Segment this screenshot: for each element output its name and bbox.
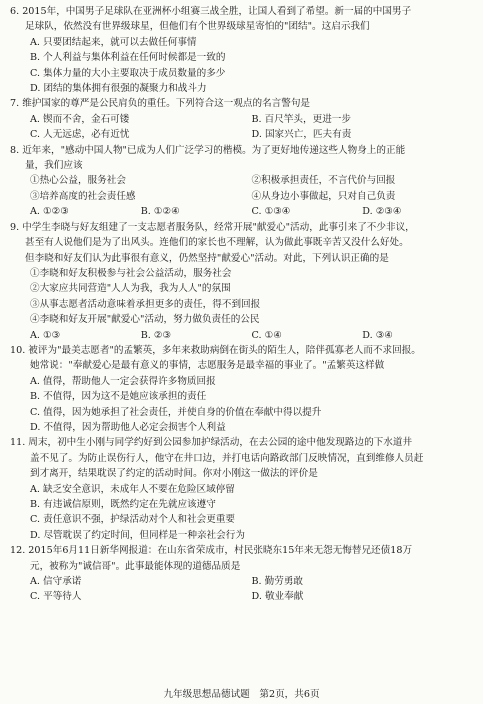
stem-line: 量，我们应该 (25, 160, 83, 172)
option-b: B. 百尺竿头，更进一步 (251, 113, 351, 125)
question-stem (10, 543, 473, 574)
statement-2: ②大家应共同营造"人人为我，我为人人"的氛围 (30, 283, 231, 295)
option-c: C. 值得，因为她承担了社会责任，并使自身的价值在奉献中得以提升 (30, 406, 322, 418)
question-9 (10, 220, 473, 343)
option-b: B. 不值得，因为这不是她应该承担的责任 (30, 391, 207, 403)
question-stem (10, 220, 473, 266)
stem-line: 12. 2015年6月11日新华网报道：在山东省荣成市，村民张晓东15年来无怨无悔替兄还债18万 (10, 545, 413, 557)
option-d: D. 敬业奉献 (251, 591, 304, 603)
option-a: A. 锲而不舍，金石可镂 (30, 113, 130, 125)
stem-line: 盖不见了。为防止误伤行人，他守在井口边，并打电话向路政部门反映情况，直到维修人员赶 (30, 452, 424, 464)
stem-line: 但李晓和好友们认为此事很有意义，仍然坚持"献爱心"活动。对此，下列认识正确的是 (25, 252, 389, 264)
question-11 (10, 435, 473, 543)
question-stem: 7. 维护国家的尊严是公民肩负的重任。下列符合这一观点的名言警句是 (10, 98, 311, 110)
question-10 (10, 343, 473, 435)
stem-line: 11. 周末，初中生小刚与同学约好到公园参加护绿活动，在去公园的途中他发现路边的下水道井 (10, 437, 413, 449)
option-b: B. ①②④ (140, 206, 180, 218)
option-a: A. 缺乏安全意识，未成年人不要在危险区域停留 (30, 483, 235, 495)
question-8 (10, 143, 473, 220)
option-c: C. ①③④ (251, 206, 291, 218)
option-a: A. ①②③ (30, 206, 69, 218)
option-d: D. 团结的集体拥有很强的凝聚力和战斗力 (30, 83, 207, 95)
options-grid (10, 112, 473, 143)
option-c: C. 人无远虑，必有近忧 (30, 129, 130, 141)
stem-line: 她常说："奉献爱心是最有意义的事情，志愿服务是最幸福的事业了。"孟繁英这样做 (30, 360, 385, 372)
option-b: B. 有违诚信原则，既然约定在先就应该遵守 (30, 499, 216, 510)
stem-line: 9. 中学生李晓与好友组建了一支志愿者服务队，经常开展"献爱心"活动，此事引来了不少非议， (10, 221, 415, 233)
statement-4: ④李晓和好友开展"献爱心"活动，努力做负责任的公民 (30, 314, 260, 326)
option-d: D. 国家兴亡，匹夫有责 (251, 129, 352, 141)
option-a: A. 信守承诺 (30, 576, 82, 588)
options-grid (10, 328, 473, 343)
option-d: D. 不值得，因为帮助他人必定会损害个人利益 (30, 421, 226, 433)
statement-3: ③从事志愿者活动意味着承担更多的责任，得不到回报 (30, 298, 261, 310)
stem-line: 到才离开，结果耽误了约定的活动时间。你对小刚这一做法的评价是 (30, 468, 318, 480)
stem-line: 10. 被评为"最美志愿者"的孟繁英，多年来救助病倒在街头的陌生人，陪伴孤寡老人而不求回报。 (10, 344, 421, 356)
stem-line: 甚至有人说他们是为了出风头。连他们的家长也不理解，认为做此事既辛苦又没什么好处。 (25, 237, 409, 249)
option-c: C. 责任意识不强，护绿活动对个人和社会更重要 (30, 514, 235, 526)
question-6 (10, 4, 473, 96)
option-b: B. ②③ (140, 329, 172, 341)
question-stem (10, 4, 473, 35)
stem-line: 元，被称为"诚信哥"。此事最能体现的道德品质是 (30, 560, 241, 572)
option-a: A. ①③ (30, 329, 61, 341)
statement-1: ①热心公益，服务社会 (30, 175, 126, 187)
page-footer: 九年级思想品德试题 第2页，共6页 (163, 689, 320, 700)
question-7 (10, 96, 473, 142)
option-d: D. ③④ (362, 329, 393, 341)
question-stem (10, 143, 473, 174)
statement-3: ③培养高度的社会责任感 (30, 190, 136, 202)
statement-1: ①李晓和好友积极参与社会公益活动，服务社会 (30, 267, 232, 279)
option-b: B. 个人利益与集体利益在任何时候都是一致的 (30, 52, 226, 64)
question-stem (10, 435, 473, 481)
options-grid (10, 204, 473, 219)
stem-line: 8. 近年来，"感动中国人物"已成为人们广泛学习的楷模。为了更好地传递这些人物身上的正能 (10, 144, 406, 156)
option-c: C. 集体力量的大小主要取决于成员数量的多少 (30, 67, 226, 79)
option-a: A. 只要团结起来，就可以去做任何事情 (30, 36, 197, 48)
options-grid (10, 574, 473, 605)
stem-line: 足球队，依然没有世界级球星，但他们有个世界级球星寄怕的"团结"。这启示我们 (25, 21, 370, 33)
option-d: D. ②③④ (362, 206, 402, 218)
option-d: D. 尽管耽误了约定时间，但同样是一种亲社会行为 (30, 529, 245, 541)
stem-line: 6. 2015年，中国男子足球队在亚洲杯小组赛三战全胜，让国人看到了希望。新一届的中国男子 (10, 6, 412, 17)
statement-grid (10, 173, 473, 204)
question-12 (10, 543, 473, 605)
statement-2: ②积极承担责任，不言代价与回报 (251, 175, 396, 187)
option-c: C. ①④ (251, 329, 282, 341)
option-b: B. 勤劳勇敢 (251, 576, 304, 588)
option-c: C. 平等待人 (30, 591, 82, 603)
option-a: A. 值得，帮助他人一定会获得许多物质回报 (30, 375, 216, 387)
question-stem (10, 343, 473, 374)
statement-4: ④从身边小事做起，只对自己负责 (251, 190, 396, 202)
